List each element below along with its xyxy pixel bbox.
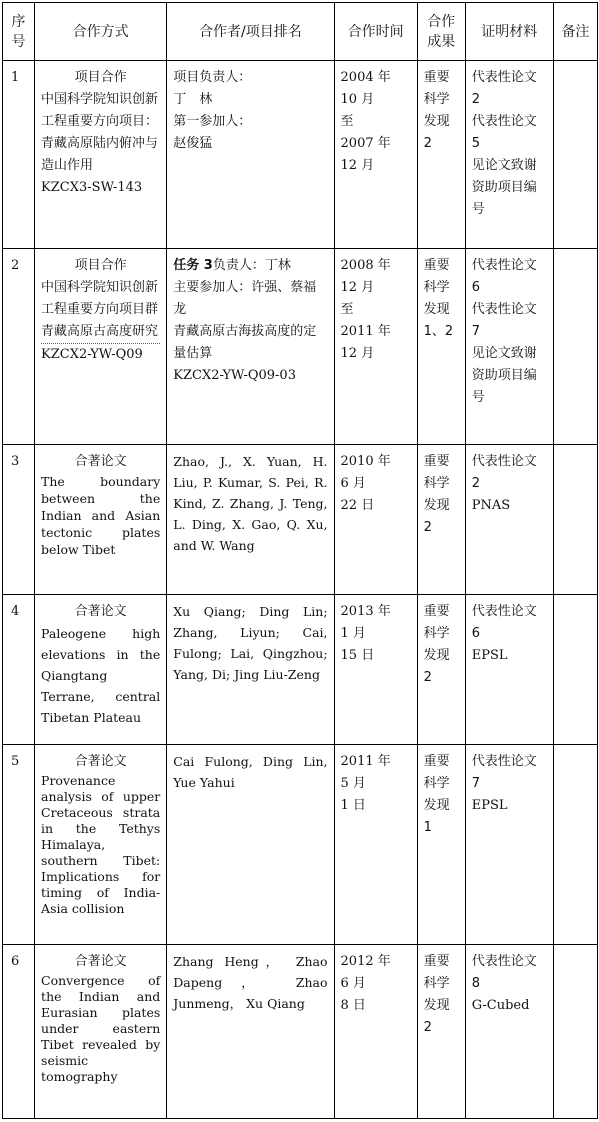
row-note: [553, 61, 597, 249]
mode-line: 青藏高原陆内俯冲与造山作用: [41, 136, 159, 173]
row-partners: Cai Fulong, Ding Lin, Yue Yahui: [167, 745, 334, 945]
row-index: 4: [3, 595, 35, 745]
evidence-line: 代表性论文 6: [471, 258, 537, 295]
mode-type: 项目合作: [74, 70, 127, 85]
time-line: 2013 年: [340, 604, 391, 619]
paper-title: Convergence of the Indian and Eurasian plates under eastern Tibet revealed by seismic tomography: [41, 973, 161, 1084]
header-note: 备注: [553, 3, 597, 61]
mode-line: 青藏高原古高度研究: [41, 321, 160, 344]
row-evidence: [465, 445, 553, 595]
row-result: 重要科学发现 2: [417, 595, 465, 745]
evidence-line: EPSL: [471, 798, 508, 813]
row-result: 重要科学发现 2: [417, 61, 465, 249]
row-mode: [35, 595, 167, 745]
row-time: [334, 61, 417, 249]
header-evidence: 证明材料: [465, 3, 553, 61]
row-evidence: [465, 249, 553, 445]
mode-line: KZCX3-SW-143: [41, 180, 143, 195]
row-note: [553, 595, 597, 745]
partner-line: 青藏高原古海拔高度的定量估算: [173, 324, 317, 361]
row-result: 重要科学发现 1: [417, 745, 465, 945]
row-result: 重要科学发现 2: [417, 945, 465, 1119]
paper-title: The boundary between the Indian and Asian tectonic plates below Tibet: [41, 474, 161, 557]
time-line: 至: [340, 114, 354, 129]
mode-type: 合著论文: [74, 454, 127, 469]
mode-line: 中国科学院知识创新工程重要方向项目：: [41, 92, 159, 129]
partner-line: 赵俊猛: [173, 136, 213, 151]
time-line: 2007 年 12 月: [340, 136, 391, 173]
row-partners: [167, 249, 334, 445]
evidence-line: 见论文致谢资助项目编号: [471, 346, 537, 405]
partner-line: 丁 林: [173, 92, 213, 107]
row-time: [334, 445, 417, 595]
cooperation-table: [2, 2, 598, 1119]
time-line: 6 月: [340, 476, 366, 491]
time-line: 2012 年: [340, 954, 391, 969]
partner-line: 项目负责人：: [173, 70, 252, 85]
row-index: 3: [3, 445, 35, 595]
table-row: [3, 945, 598, 1119]
row-mode: [35, 249, 167, 445]
mode-type: 合著论文: [74, 954, 127, 969]
evidence-line: 代表性论文 2: [471, 70, 537, 107]
row-evidence: [465, 745, 553, 945]
partner-line: 第一参加人：: [173, 114, 252, 129]
row-mode: [35, 445, 167, 595]
row-evidence: [465, 61, 553, 249]
paper-title: Provenance analysis of upper Cretaceous strata in the Tethys Himalaya, southern Tibet: Implications for timing of India-Asia collision: [41, 773, 161, 916]
evidence-line: 代表性论文 6: [471, 604, 537, 641]
time-line: 2008 年 12 月: [340, 258, 391, 295]
mode-type: 合著论文: [74, 754, 127, 769]
row-mode: [35, 945, 167, 1119]
row-mode: [35, 61, 167, 249]
time-line: 2004 年 10 月: [340, 70, 391, 107]
row-index: 6: [3, 945, 35, 1119]
evidence-line: 代表性论文 2: [471, 454, 537, 491]
row-result: 重要科学发现 2: [417, 445, 465, 595]
row-index: 5: [3, 745, 35, 945]
table-row: [3, 249, 598, 445]
task-label: 任务 3: [173, 258, 213, 273]
mode-line: 中国科学院知识创新工程重要方向项目群: [41, 280, 159, 317]
header-mode: 合作方式: [35, 3, 167, 61]
paper-title: Paleogene high elevations in the Qiangtang Terrane, central Tibetan Plateau: [41, 626, 161, 725]
row-note: [553, 249, 597, 445]
time-line: 5 月: [340, 776, 366, 791]
row-partners: [167, 61, 334, 249]
time-line: 1 日: [340, 798, 366, 813]
row-time: [334, 945, 417, 1119]
row-note: [553, 445, 597, 595]
time-line: 2011 年 12 月: [340, 324, 391, 361]
time-line: 2011 年: [340, 754, 391, 769]
evidence-line: G-Cubed: [471, 998, 530, 1013]
evidence-line: EPSL: [471, 648, 508, 663]
table-row: [3, 595, 598, 745]
row-partners: Zhang Heng， Zhao Dapeng， Zhao Junmeng， Xu Qiang: [167, 945, 334, 1119]
row-evidence: [465, 945, 553, 1119]
row-time: [334, 249, 417, 445]
time-line: 22 日: [340, 498, 375, 513]
row-evidence: [465, 595, 553, 745]
row-note: [553, 945, 597, 1119]
evidence-line: 代表性论文 7: [471, 302, 537, 339]
partner-line: 主要参加人：许强、蔡福龙: [173, 280, 317, 317]
row-partners: Xu Qiang; Ding Lin; Zhang, Liyun; Cai, Fulong; Lai, Qingzhou; Yang, Di; Jing Liu-Zeng: [167, 595, 334, 745]
table-row: [3, 745, 598, 945]
row-partners: Zhao, J., X. Yuan, H. Liu, P. Kumar, S. Pei, R. Kind, Z. Zhang, J. Teng, L. Ding, X. Gao, Q. Xu, and W. Wang: [167, 445, 334, 595]
mode-line: KZCX2-YW-Q09: [41, 347, 143, 362]
header-index: 序号: [3, 3, 35, 61]
header-partners: 合作者/项目排名: [167, 3, 334, 61]
time-line: 15 日: [340, 648, 375, 663]
time-line: 6 月: [340, 976, 366, 991]
mode-type: 合著论文: [74, 604, 127, 619]
row-time: [334, 595, 417, 745]
header-time: 合作时间: [334, 3, 417, 61]
row-time: [334, 745, 417, 945]
evidence-line: 代表性论文 8: [471, 954, 537, 991]
partner-line: KZCX2-YW-Q09-03: [173, 368, 296, 383]
time-line: 1 月: [340, 626, 366, 641]
header-row: [3, 3, 598, 61]
row-mode: [35, 745, 167, 945]
partner-line: 负责人：丁林: [212, 258, 291, 273]
header-result: 合作成果: [417, 3, 465, 61]
row-note: [553, 745, 597, 945]
evidence-line: PNAS: [471, 498, 511, 513]
time-line: 8 日: [340, 998, 366, 1013]
evidence-line: 代表性论文 7: [471, 754, 537, 791]
row-index: 1: [3, 61, 35, 249]
time-line: 2010 年: [340, 454, 391, 469]
evidence-line: 代表性论文 5: [471, 114, 537, 151]
evidence-line: 见论文致谢资助项目编号: [471, 158, 537, 217]
mode-type: 项目合作: [74, 258, 127, 273]
row-result: 重要科学发现 1、2: [417, 249, 465, 445]
table-row: [3, 61, 598, 249]
time-line: 至: [340, 302, 354, 317]
table-row: [3, 445, 598, 595]
row-index: 2: [3, 249, 35, 445]
